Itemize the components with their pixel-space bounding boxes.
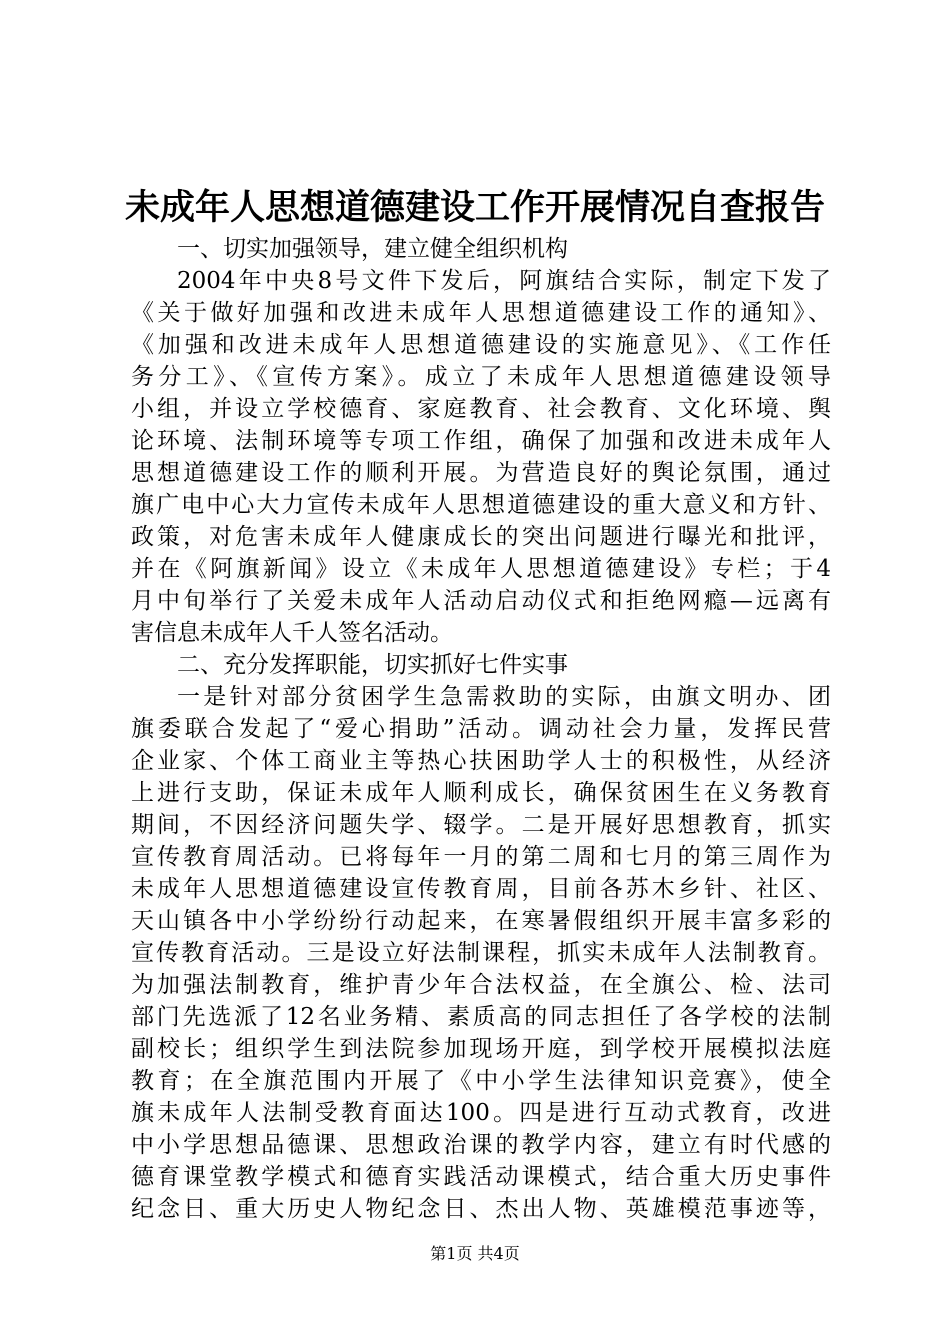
paragraph-line: 未成年人思想道德建设宣传教育周，目前各苏木乡针、社区、 xyxy=(131,876,831,902)
section-heading-1: 一、切实加强领导，建立健全组织机构 xyxy=(177,236,568,262)
paragraph-line: 教育；在全旗范围内开展了《中小学生法律知识竞赛》，使全 xyxy=(131,1068,831,1094)
paragraph-line: 为加强法制教育，维护青少年合法权益，在全旗公、检、法司 xyxy=(131,972,831,998)
paragraph-line: 上进行支助，保证未成年人顺利成长，确保贫困生在义务教育 xyxy=(131,780,831,806)
paragraph-line: 企业家、个体工商业主等热心扶困助学人士的积极性，从经济 xyxy=(131,748,831,774)
paragraph-line: 2004年中央8号文件下发后，阿旗结合实际，制定下发了 xyxy=(177,268,831,294)
section-heading-2: 二、充分发挥职能，切实抓好七件实事 xyxy=(177,652,568,678)
page-footer: 第1页 共4页 xyxy=(430,1244,520,1263)
paragraph-line: 月中旬举行了关爱未成年人活动启动仪式和拒绝网瘾—远离有 xyxy=(131,588,831,614)
paragraph-line: 期间，不因经济问题失学、辍学。二是开展好思想教育，抓实 xyxy=(131,812,831,838)
paragraph-line: 副校长；组织学生到法院参加现场开庭，到学校开展模拟法庭 xyxy=(131,1036,831,1062)
paragraph-line: 宣传教育周活动。已将每年一月的第二周和七月的第三周作为 xyxy=(131,844,831,870)
paragraph-line: 一是针对部分贫困学生急需救助的实际，由旗文明办、团 xyxy=(177,684,831,710)
paragraph-line: 小组，并设立学校德育、家庭教育、社会教育、文化环境、舆 xyxy=(131,396,831,422)
paragraph-line: 并在《阿旗新闻》设立《未成年人思想道德建设》专栏；于4 xyxy=(131,556,831,582)
paragraph-line: 政策，对危害未成年人健康成长的突出问题进行曝光和批评， xyxy=(131,524,831,550)
document-title: 未成年人思想道德建设工作开展情况自查报告 xyxy=(124,187,825,228)
paragraph-line: 害信息未成年人千人签名活动。 xyxy=(131,620,453,646)
paragraph-line: 旗未成年人法制受教育面达100。四是进行互动式教育，改进 xyxy=(131,1100,831,1126)
paragraph-line: 论环境、法制环境等专项工作组，确保了加强和改进未成年人 xyxy=(131,428,831,454)
paragraph-line: 德育课堂教学模式和德育实践活动课模式，结合重大历史事件 xyxy=(131,1164,831,1190)
document-body xyxy=(131,233,831,1225)
paragraph-line: 思想道德建设工作的顺利开展。为营造良好的舆论氛围，通过 xyxy=(131,460,831,486)
paragraph-line: 《关于做好加强和改进未成年人思想道德建设工作的通知》、 xyxy=(131,300,831,326)
paragraph-line: 旗广电中心大力宣传未成年人思想道德建设的重大意义和方针、 xyxy=(131,492,831,518)
paragraph-line: 天山镇各中小学纷纷行动起来，在寒暑假组织开展丰富多彩的 xyxy=(131,908,831,934)
paragraph-line: 《加强和改进未成年人思想道德建设的实施意见》、《工作任 xyxy=(131,332,831,358)
paragraph-line: 务分工》、《宣传方案》。成立了未成年人思想道德建设领导 xyxy=(131,364,831,390)
paragraph-line: 中小学思想品德课、思想政治课的教学内容，建立有时代感的 xyxy=(131,1132,831,1158)
paragraph-line: 旗委联合发起了“爱心捐助”活动。调动社会力量，发挥民营 xyxy=(131,716,831,742)
paragraph-line: 纪念日、重大历史人物纪念日、杰出人物、英雄模范事迹等， xyxy=(131,1196,831,1222)
paragraph-line: 部门先选派了12名业务精、素质高的同志担任了各学校的法制 xyxy=(131,1004,831,1030)
paragraph-line: 宣传教育活动。三是设立好法制课程，抓实未成年人法制教育。 xyxy=(131,940,831,966)
